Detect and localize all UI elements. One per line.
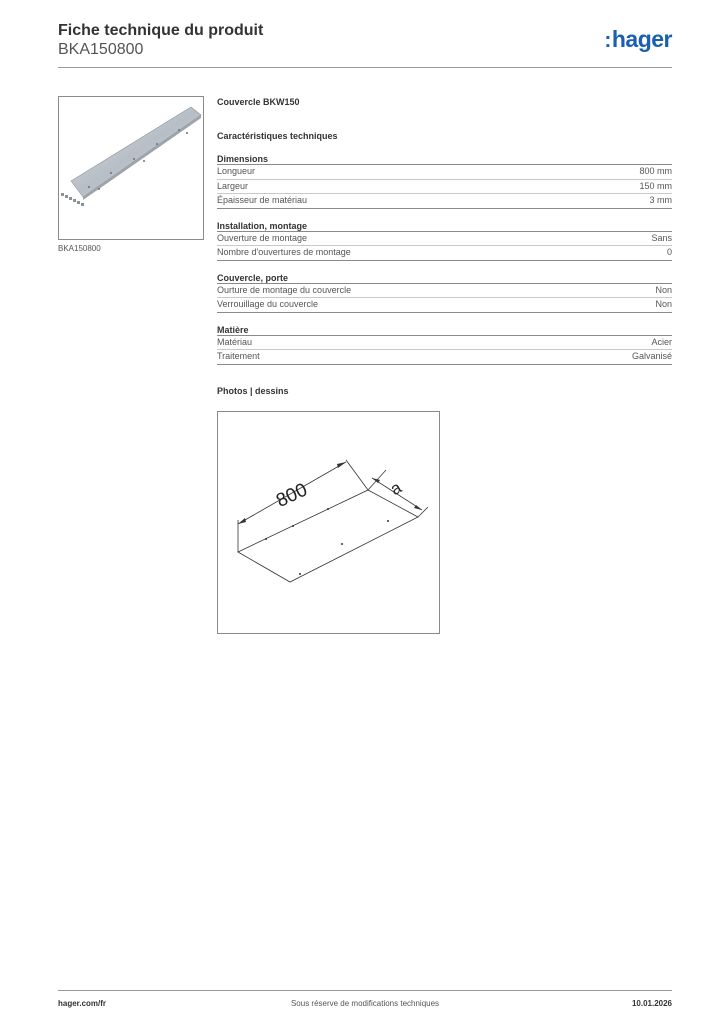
drawing-length-label: 800 — [273, 479, 311, 512]
spec-row — [217, 246, 672, 261]
product-image — [58, 96, 204, 240]
spec-value: 800 mm — [639, 166, 672, 176]
document-title: Fiche technique du produit — [58, 22, 264, 39]
spec-group-title: Dimensions — [217, 153, 672, 165]
spec-group-installation — [217, 220, 672, 261]
footer-website-link[interactable]: hager.com/fr — [58, 999, 107, 1008]
spec-label: Matériau — [217, 336, 253, 347]
document-reference: BKA150800 — [58, 41, 144, 58]
spec-group-title: Matière — [217, 324, 672, 336]
spec-label: Largeur — [217, 180, 249, 191]
spec-group-dimensions — [217, 153, 672, 209]
spec-value: Sans — [651, 232, 672, 243]
spec-row — [217, 350, 672, 365]
spec-group-title: Couvercle, porte — [217, 272, 672, 284]
spec-row — [217, 298, 672, 313]
spec-row — [217, 165, 672, 180]
page-header — [58, 22, 672, 68]
spec-value: 0 — [666, 247, 672, 257]
spec-value: Non — [655, 284, 672, 295]
spec-group-title: Installation, montage — [217, 220, 672, 232]
spec-value: Acier — [651, 336, 672, 347]
product-image-caption: BKA150800 — [58, 244, 101, 253]
spec-value: Non — [655, 299, 672, 309]
logo-text: hager — [611, 26, 672, 52]
dimension-drawing — [217, 411, 440, 634]
cover-plate-icon — [59, 97, 203, 239]
spec-label: Nombre d'ouvertures de montage — [217, 247, 351, 257]
page-footer — [58, 990, 672, 1012]
logo-dots-icon: : — [604, 29, 611, 52]
spec-group-material — [217, 324, 672, 365]
spec-group-cover — [217, 272, 672, 313]
spec-row — [217, 284, 672, 299]
spec-value: 3 mm — [649, 195, 672, 205]
spec-label: Ourture de montage du couvercle — [217, 284, 352, 295]
spec-value: Galvanisé — [631, 351, 672, 361]
spec-label: Ouverture de montage — [217, 232, 308, 243]
spec-label: Verrouillage du couvercle — [217, 299, 319, 309]
section-heading: Caractéristiques techniques — [217, 131, 338, 141]
spec-row — [217, 180, 672, 195]
footer-date: 10.01.2026 — [631, 999, 672, 1008]
spec-label: Épaisseur de matériau — [217, 195, 308, 205]
dimension-drawing-icon — [218, 412, 439, 633]
photos-heading: Photos | dessins — [217, 385, 289, 396]
spec-row — [217, 336, 672, 351]
spec-row — [217, 232, 672, 247]
specifications — [217, 96, 672, 397]
spec-row — [217, 194, 672, 209]
drawing-width-label: a — [387, 477, 405, 499]
spec-label: Longueur — [217, 166, 256, 176]
spec-value: 150 mm — [639, 180, 672, 191]
hager-logo — [604, 26, 672, 54]
footer-notice: Sous réserve de modifications techniques — [290, 999, 440, 1008]
spec-label: Traitement — [217, 351, 260, 361]
product-name: Couvercle BKW150 — [217, 97, 300, 107]
